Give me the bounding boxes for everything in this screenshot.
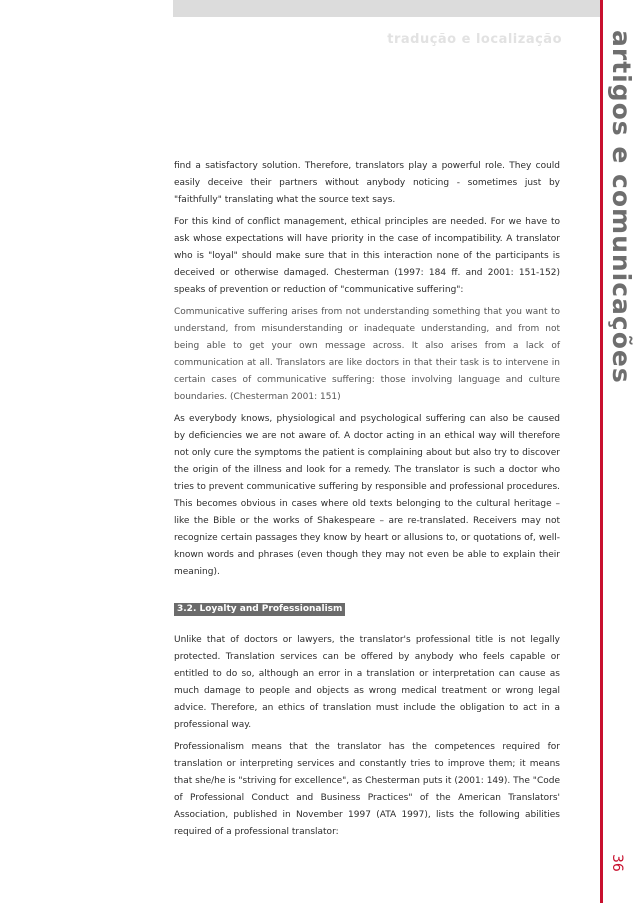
paragraph: find a satisfactory solution. Therefore, translators play a powerful role. They could easily deceive their partners without anybody noticing - sometimes just by "faithfully" translating what the source text says. [174, 161, 560, 205]
article-body [174, 158, 560, 846]
page-number: 36 [609, 854, 625, 872]
paragraph: Unlike that of doctors or lawyers, the translator's professional title is not legally protected. Translation services can be offered by anybody who feels capable or entitled to do so, although an error in a translation or interpretation can cause as much damage to people and objects as wrong medical treatment or wrong legal advice. Therefore, an ethics of translation must include the obligation to act in a professional way. [174, 635, 560, 730]
running-header: tradução e localização [387, 32, 562, 47]
section-title-vertical: artigos e comunicações [607, 30, 636, 384]
paragraph: For this kind of conflict management, ethical principles are needed. For we have to ask whose expectations will have priority in the case of incompatibility. A translator who is "loyal" should make sure that in this interaction none of the participants is deceived or otherwise damaged. Chesterman (1997: 184 ff. and 2001: 151-152) speaks of prevention or reduction of "communicative suffering": [174, 217, 560, 295]
header-bar [173, 0, 603, 17]
paragraph: Professionalism means that the translator has the competences required for translation or interpreting services and constantly tries to improve them; it means that she/he is "striving for excellence", as Chesterman puts it (2001: 149). The "Code of Professional Conduct and Business Practices" of the American Translators' Association, published in November 1997 (ATA 1997), lists the following abilities required of a professional translator: [174, 742, 560, 837]
paragraph: As everybody knows, physiological and psychological suffering can also be caused by deficiencies we are not aware of. A doctor acting in an ethical way will therefore not only cure the symptoms the patient is complaining about but also try to discover the origin of the illness and look for a remedy. The translator is such a doctor who tries to prevent communicative suffering by responsible and professional procedures. This becomes obvious in cases where old texts belonging to the cultural heritage – like the Bible or the works of Shakespeare – are re-translated. Receivers may not recognize certain passages they know by heart or allusions to, or quotations of, well-known words and phrases (even though they may not even be able to explain their meaning). [174, 414, 560, 577]
block-quote: Communicative suffering arises from not understanding something that you want to understand, from misunderstanding or inadequate understanding, and from not being able to get your own message across. It also arises from a lack of communication at all. Translators are like doctors in that their task is to intervene in certain cases of communicative suffering: those involving language and culture boundaries. (Chesterman 2001: 151) [174, 307, 560, 402]
margin-strip [600, 0, 603, 903]
section-heading: 3.2. Loyalty and Professionalism [174, 603, 345, 616]
